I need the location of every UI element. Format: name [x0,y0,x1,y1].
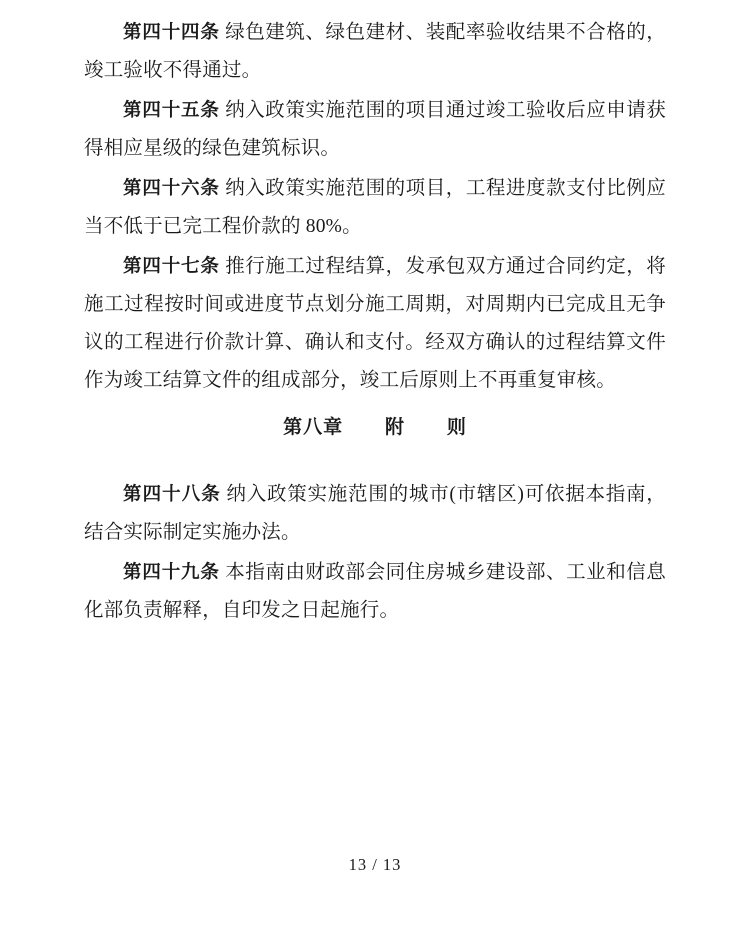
article-text: 纳入政策实施范围的城市(市辖区)可依据本指南，结合实际制定实施办法。 [84,484,666,543]
article-text: 纳入政策实施范围的项目通过竣工验收后应申请获得相应星级的绿色建筑标识。 [84,100,666,159]
section-spacer [84,450,666,476]
chapter-heading [84,408,666,446]
article-paragraph [84,248,666,400]
article-paragraph [84,554,666,630]
page-number: 13 / 13 [348,855,402,874]
article-text: 纳入政策实施范围的项目，工程进度款支付比例应当不低于已完工程价款的 80%。 [84,178,666,237]
article-number: 第四十五条 [123,100,220,121]
chapter-heading-name: 附 [384,416,405,438]
article-number: 第四十四条 [123,22,220,43]
article-text: 绿色建筑、绿色建材、装配率验收结果不合格的，竣工验收不得通过。 [84,22,666,81]
article-paragraph [84,476,666,552]
page-footer [0,855,750,875]
article-number: 第四十六条 [123,178,220,199]
article-paragraph [84,92,666,168]
article-text: 推行施工过程结算，发承包双方通过合同约定，将施工过程按时间或进度节点划分施工周期，对周期内已完成且无争议的工程进行价款计算、确认和支付。经双方确认的过程结算文件作为竣工结算文件的组成部分，竣工后原则上不再重复审核。 [84,256,666,391]
article-paragraph [84,170,666,246]
article-text: 本指南由财政部会同住房城乡建设部、工业和信息化部负责解释，自印发之日起施行。 [84,562,666,621]
article-number: 第四十八条 [123,484,221,505]
chapter-heading-suffix: 则 [446,416,467,438]
article-number: 第四十七条 [123,256,220,277]
chapter-heading-prefix: 第八章 [283,416,344,438]
article-paragraph [84,14,666,90]
article-number: 第四十九条 [123,562,220,583]
